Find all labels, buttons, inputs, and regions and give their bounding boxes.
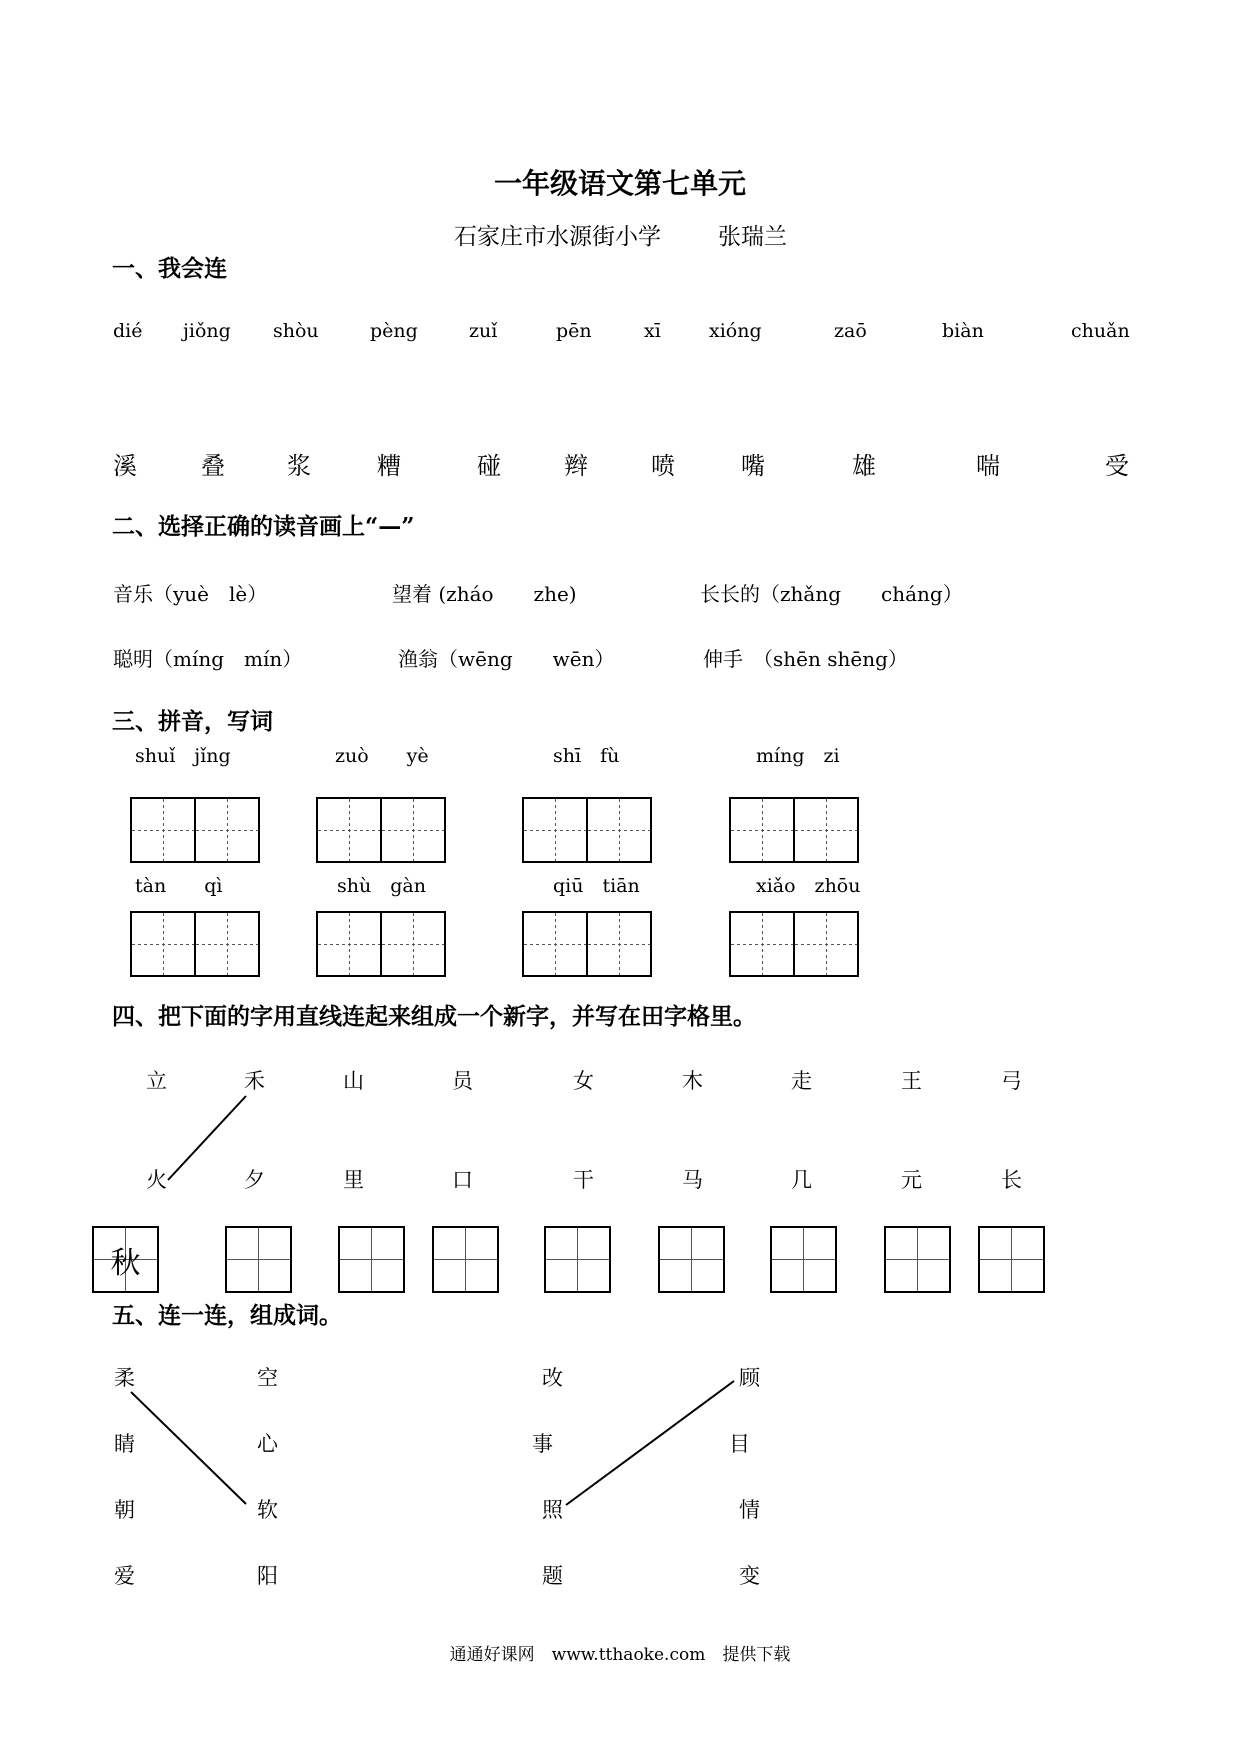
s1-char-7: 喷 — [651, 452, 675, 480]
s5-col3-char-4: 题 — [542, 1564, 563, 1588]
s5-col2-char-1: 空 — [257, 1366, 278, 1390]
s1-pinyin-4: pèng — [370, 320, 418, 342]
s4-top-char-8: 王 — [901, 1069, 922, 1093]
s1-char-11: 受 — [1105, 452, 1129, 480]
s5-col1-char-3: 朝 — [114, 1498, 135, 1522]
s4-top-char-5: 女 — [573, 1069, 594, 1093]
s5-col1-char-4: 爱 — [114, 1564, 135, 1588]
s5-col4-char-4: 变 — [739, 1564, 760, 1588]
s4-top-char-6: 木 — [682, 1069, 703, 1093]
s5-col2-char-3: 软 — [257, 1498, 278, 1522]
s4-top-char-3: 山 — [343, 1069, 364, 1093]
s5-col2-char-2: 心 — [257, 1432, 278, 1456]
s5-col4-char-3: 情 — [739, 1498, 760, 1522]
s1-char-6: 辫 — [564, 452, 588, 480]
s4-bottom-char-8: 元 — [901, 1168, 922, 1192]
s3-pinyin-shifu: shī fù — [553, 745, 620, 767]
s5-col4-char-2: 目 — [729, 1432, 750, 1456]
s4-top-char-7: 走 — [791, 1069, 812, 1093]
s1-pinyin-7: xī — [644, 320, 661, 342]
s1-char-2: 叠 — [201, 452, 225, 480]
s5-col2-char-4: 阳 — [257, 1564, 278, 1588]
s3-pinyin-mingzi: míng zi — [756, 745, 840, 767]
s5-col3-char-2: 事 — [532, 1432, 553, 1456]
s3-pinyin-shuijing: shuǐ jǐng — [135, 745, 231, 767]
school-name: 石家庄市水源街小学 — [454, 224, 661, 250]
s4-bottom-char-2: 夕 — [244, 1168, 265, 1192]
s4-top-char-9: 弓 — [1001, 1069, 1022, 1093]
s1-char-1: 溪 — [113, 452, 137, 480]
s1-pinyin-6: pēn — [556, 320, 592, 342]
s5-col3-char-3: 照 — [542, 1498, 563, 1522]
s2-item-wangzhe: 望着 (zháo zhe) — [392, 582, 577, 606]
s4-top-char-4: 员 — [452, 1069, 473, 1093]
s1-pinyin-2: jiǒng — [183, 320, 231, 342]
section-2-heading: 二、选择正确的读音画上“—” — [112, 513, 415, 540]
s4-top-char-1: 立 — [146, 1069, 167, 1093]
s1-char-8: 嘴 — [741, 452, 765, 480]
section-3-heading: 三、拼音，写词 — [112, 708, 273, 735]
s1-pinyin-3: shòu — [273, 320, 319, 342]
s4-top-char-2: 禾 — [244, 1069, 265, 1093]
s1-char-9: 雄 — [852, 452, 876, 480]
s1-char-3: 浆 — [287, 452, 311, 480]
s3-pinyin-tanqi: tàn qì — [135, 875, 223, 897]
s2-item-congming: 聪明（míng mín） — [113, 647, 303, 671]
s1-pinyin-9: zaō — [834, 320, 867, 342]
connector-line-zhao-gu — [566, 1381, 734, 1505]
s4-bottom-char-1: 火 — [146, 1168, 167, 1192]
s2-item-yinyue: 音乐（yuè lè） — [113, 582, 268, 606]
s4-bottom-char-3: 里 — [343, 1168, 364, 1192]
s1-pinyin-11: chuǎn — [1071, 320, 1130, 342]
s4-bottom-char-7: 几 — [791, 1168, 812, 1192]
s4-bottom-char-6: 马 — [682, 1168, 703, 1192]
s5-col3-char-1: 改 — [542, 1366, 563, 1390]
s3-pinyin-shugan: shù gàn — [337, 875, 426, 897]
s1-char-4: 糟 — [377, 452, 401, 480]
s3-pinyin-qiutian: qiū tiān — [553, 875, 640, 897]
s1-pinyin-8: xióng — [709, 320, 762, 342]
s1-pinyin-1: dié — [113, 320, 143, 342]
section-1-heading: 一、我会连 — [112, 255, 227, 282]
connector-line-he-huo — [168, 1096, 246, 1180]
author-name: 张瑞兰 — [718, 224, 787, 250]
section-5-heading: 五、连一连，组成词。 — [112, 1302, 342, 1329]
s1-char-10: 喘 — [976, 452, 1000, 480]
s4-bottom-char-9: 长 — [1001, 1168, 1022, 1192]
s4-bottom-char-5: 干 — [573, 1168, 594, 1192]
s5-col1-char-1: 柔 — [114, 1366, 135, 1390]
s4-bottom-char-4: 口 — [452, 1168, 473, 1192]
section-4-heading: 四、把下面的字用直线连起来组成一个新字，并写在田字格里。 — [112, 1003, 756, 1030]
s2-item-changchangde: 长长的（zhǎng cháng） — [700, 582, 963, 606]
s3-pinyin-zuoye: zuò yè — [335, 745, 429, 767]
s2-item-yuweng: 渔翁（wēng wēn） — [398, 647, 615, 671]
s1-pinyin-10: biàn — [942, 320, 984, 342]
s5-col4-char-1: 顾 — [739, 1366, 760, 1390]
s3-pinyin-xiaozhou: xiǎo zhōu — [756, 875, 861, 897]
s5-col1-char-2: 睛 — [114, 1432, 135, 1456]
s1-pinyin-5: zuǐ — [469, 320, 498, 342]
connector-line-rou-ruan — [131, 1392, 246, 1504]
s4-answer-text: 秋 — [110, 1245, 141, 1281]
s1-char-5: 碰 — [477, 452, 501, 480]
footer-text: 通通好课网 www.tthaoke.com 提供下载 — [449, 1645, 791, 1665]
page-title: 一年级语文第七单元 — [493, 167, 746, 200]
s2-item-shenshou: 伸手 （shēn shēng） — [703, 647, 908, 671]
